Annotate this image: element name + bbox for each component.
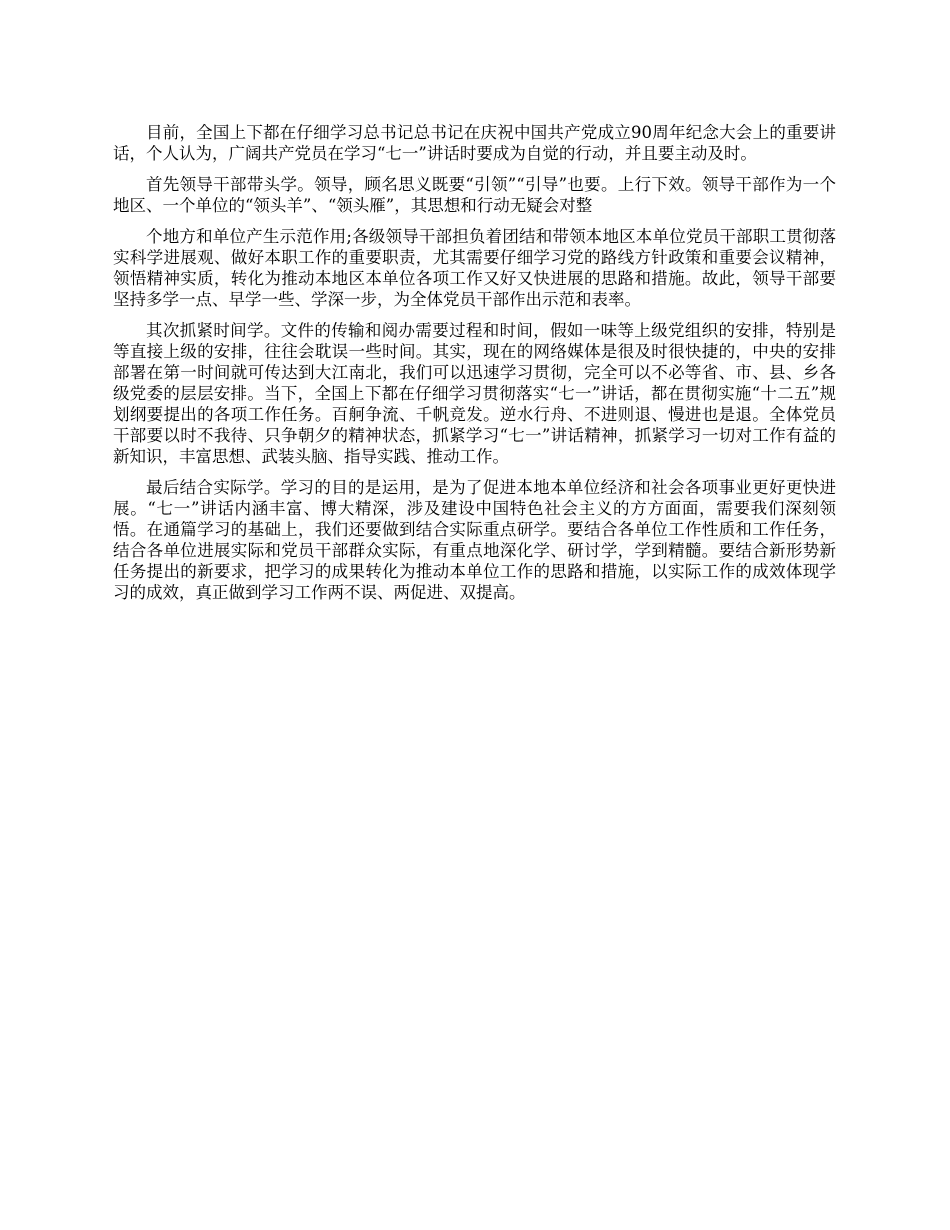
paragraph-leaders-first: 首先领导干部带头学。领导，顾名思义既要“引领”“引导”也要。上行下效。领导干部作为一个地区、一个单位的“领头羊”、“领头雁”，其思想和行动无疑会对整: [113, 175, 836, 215]
paragraph-leaders-example: 个地方和单位产生示范作用;各级领导干部担负着团结和带领本地区本单位党员干部职工贯彻落实科学进展观、做好本职工作的重要职责，尤其需要仔细学习党的路线方针政策和重要会议精神，领悟精神实质，转化为推动本地区本单位各项工作又好又快进展的思路和措施。故此，领导干部要坚持多学一点、早学一些、学深一步，为全体党员干部作出示范和表率。: [113, 227, 836, 309]
paragraph-intro: 目前，全国上下都在仔细学习总书记总书记在庆祝中国共产党成立90周年纪念大会上的重要讲话，个人认为，广阔共产党员在学习“七一”讲话时要成为自觉的行动，并且要主动及时。: [113, 123, 836, 163]
paragraph-timely-study: 其次抓紧时间学。文件的传输和阅办需要过程和时间，假如一味等上级党组织的安排，特别是等直接上级的安排，往往会耽误一些时间。其实，现在的网络媒体是很及时很快捷的，中央的安排部署在第一时间就可传达到大江南北，我们可以迅速学习贯彻，完全可以不必等省、市、县、乡各级党委的层层安排。当下，全国上下都在仔细学习贯彻落实“七一”讲话，都在贯彻实施“十二五”规划纲要提出的各项工作任务。百舸争流、千帆竞发。逆水行舟、不进则退、慢进也是退。全体党员干部要以时不我待、只争朝夕的精神状态，抓紧学习“七一”讲话精神，抓紧学习一切对工作有益的新知识，丰富思想、武装头脑、指导实践、推动工作。: [113, 321, 836, 466]
paragraph-practical-study: 最后结合实际学。学习的目的是运用，是为了促进本地本单位经济和社会各项事业更好更快进展。“七一”讲话内涵丰富、博大精深，涉及建设中国特色社会主义的方方面面，需要我们深刻领悟。在通篇学习的基础上，我们还要做到结合实际重点研学。要结合各单位工作性质和工作任务，结合各单位进展实际和党员干部群众实际，有重点地深化学、研讨学，学到精髓。要结合新形势新任务提出的新要求，把学习的成果转化为推动本单位工作的思路和措施，以实际工作的成效体现学习的成效，真正做到学习工作两不误、两促进、双提高。: [113, 478, 836, 602]
document-body: [113, 122, 836, 613]
